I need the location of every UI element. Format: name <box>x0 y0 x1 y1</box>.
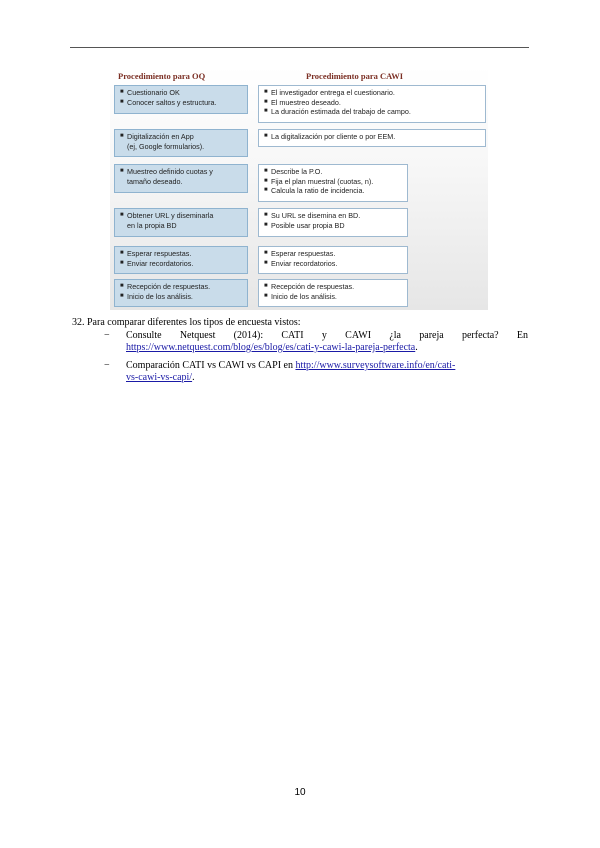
cawi-box-3 <box>258 164 408 202</box>
header-rule <box>70 47 529 48</box>
page-number: 10 <box>294 787 306 798</box>
list-item: ■ El investigador entrega el cuestionario. <box>264 88 395 97</box>
list-item: ■ Enviar recordatorios. <box>120 258 194 268</box>
list-item: en la propia BD <box>127 220 177 230</box>
cawi-box-5 <box>258 246 408 274</box>
list-item: ■ Obtener URL y diseminarla <box>120 211 214 220</box>
oq-column-title: Procedimiento para OQ <box>118 71 206 81</box>
oq-box-2 <box>114 129 248 157</box>
list-item: ■ Esperar respuestas. <box>120 249 192 258</box>
surveysoftware-link[interactable]: http://www.surveysoftware.info/en/cati- vs-cawi-vs-capi/ <box>126 360 456 383</box>
list-item: ■ Su URL se disemina en BD. <box>264 211 361 220</box>
oq-box-3 <box>114 164 248 193</box>
dash-bullet: − <box>104 360 110 371</box>
procedure-comparison-figure <box>110 66 488 310</box>
list-item: ■ Conocer saltos y estructura. <box>120 97 217 107</box>
list-item: ■ Esperar respuestas. <box>264 249 336 258</box>
list-item: ■ El muestreo deseado. <box>264 97 341 107</box>
oq-box-5 <box>114 246 248 274</box>
netquest-text: Consulte Netquest (2014): CATI y CAWI ¿la pareja perfecta? En <box>126 330 528 341</box>
list-item: ■ La digitalización por cliente o por EEM. <box>264 132 396 141</box>
list-item: ■ Inicio de los análisis. <box>120 291 193 301</box>
cawi-box-6 <box>258 279 408 307</box>
list-item-surveysoftware: − Comparación CATI vs CAWI vs CAPI en http://www.surveysoftware.info/en/cati- vs-cawi-vs-capi/. <box>104 360 456 383</box>
cawi-box-2 <box>258 129 486 147</box>
list-item: ■ La duración estimada del trabajo de campo. <box>264 107 411 117</box>
surveysoftware-text: Comparación CATI vs CAWI vs CAPI en <box>126 360 296 371</box>
list-item: ■ Recepción de respuestas. <box>264 282 355 291</box>
list-item: ■ Describe la P.O. <box>264 167 323 176</box>
netquest-link[interactable]: https://www.netquest.com/blog/es/blog/es/cati-y-cawi-la-pareja-perfecta <box>126 341 416 353</box>
list-item: ■ Muestreo definido cuotas y <box>120 167 213 176</box>
list-item: ■ Inicio de los análisis. <box>264 291 337 301</box>
cawi-box-1 <box>258 85 486 123</box>
list-item: ■ Enviar recordatorios. <box>264 258 338 268</box>
paragraph-32: 32. Para comparar diferentes los tipos de encuesta vistos: <box>72 317 301 328</box>
list-item: ■ Digitalización en App <box>120 132 194 141</box>
list-item: ■ Cuestionario OK <box>120 88 180 97</box>
list-item: ■ Fija el plan muestral (cuotas, n). <box>264 176 374 186</box>
oq-box-1 <box>114 85 248 114</box>
oq-box-6 <box>114 279 248 307</box>
list-item: ■ Recepción de respuestas. <box>120 282 211 291</box>
list-item: ■ Calcula la ratio de incidencia. <box>264 186 365 196</box>
dash-bullet: − <box>104 330 110 341</box>
cawi-box-4 <box>258 208 408 237</box>
list-item: ■ Posible usar propia BD <box>264 220 345 230</box>
cawi-column-title: Procedimiento para CAWI <box>306 71 404 81</box>
list-item: tamaño deseado. <box>127 176 183 186</box>
list-item-netquest: − Consulte Netquest (2014): CATI y CAWI ¿la pareja perfecta? En https://www.netquest.com/blog/es/blog/es/cati-y-cawi-la-pareja-perfecta. <box>104 330 528 353</box>
list-item: (ej, Google formularios). <box>127 141 205 151</box>
oq-box-4 <box>114 208 248 237</box>
